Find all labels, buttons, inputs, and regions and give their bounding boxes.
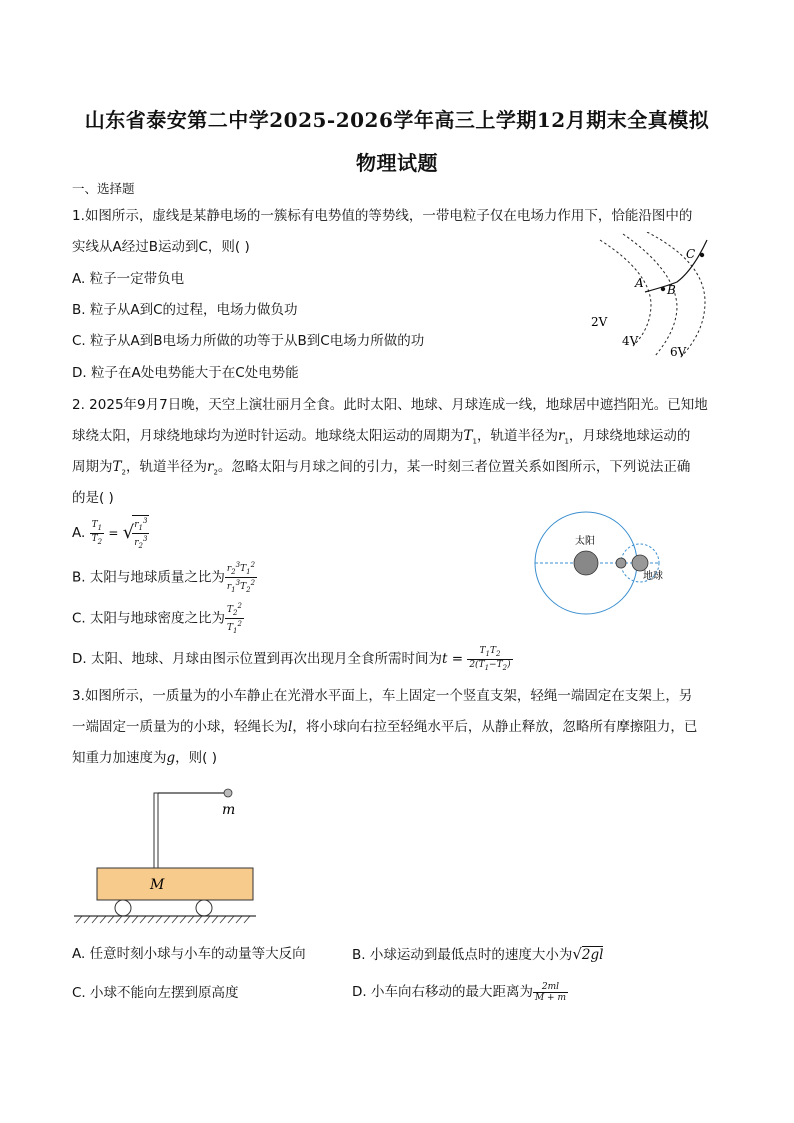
page-title: 山东省泰安第二中学2025-2026学年高三上学期12月期末全真模拟: [84, 108, 710, 132]
label-a: A: [635, 276, 644, 290]
label-c: C: [686, 247, 696, 261]
q2-orbit-figure: [530, 508, 665, 618]
point-c-dot: [700, 253, 704, 257]
ground-hatching: [76, 916, 250, 923]
right-wheel: [196, 900, 212, 916]
point-b-dot: [661, 287, 665, 291]
cart-label: M: [150, 877, 165, 893]
page-subtitle: 物理试题: [356, 151, 438, 175]
ball-label: m: [222, 802, 236, 818]
q1-stem-line2: 实线从A经过B运动到C，则( ): [72, 239, 250, 255]
q3-option-a: A. 任意时刻小球与小车的动量等大反向: [72, 946, 306, 962]
q2-stem-line3: 周期为$T_2$，轨道半径为$r_2$。忽略太阳与月球之间的引力，某一时刻三者位置关系如图所示，下列说法正确: [72, 459, 691, 477]
sun-disc: [574, 551, 598, 575]
left-wheel: [115, 900, 131, 916]
cart-body: [97, 868, 253, 900]
q3-cart-figure: [70, 780, 260, 925]
ball: [224, 789, 232, 797]
q2-stem-line1: 2. 2025年9月7日晚，天空上演壮丽月全食。此时太阳、地球、月球连成一线，地球居中遮挡阳光。已知地: [72, 397, 708, 413]
section-heading: 一、选择题: [72, 181, 135, 196]
earth-label: 地球: [643, 571, 663, 582]
q3-stem-line1: 3.如图所示，一质量为的小车静止在光滑水平面上，车上固定一个竖直支架，轻绳一端固定在支架上，另: [72, 688, 693, 704]
equipotential-line-2v: [600, 240, 651, 346]
equipotential-line-6v: [647, 232, 705, 358]
q3-stem-line2: 一端固定一质量为的小球，轻绳长为l，将小球向右拉至轻绳水平后，从静止释放，忽略所有摩擦阻力，已: [72, 719, 698, 735]
moon-disc: [616, 558, 626, 568]
label-b: B: [667, 283, 676, 297]
particle-trajectory: [645, 240, 707, 292]
q2-option-d: D. 太阳、地球、月球由图示位置到再次出现月全食所需时间为t = $\frac{T_1T_2}{2(T_1-T_2)}$: [72, 645, 511, 672]
label-6v: 6V: [670, 345, 687, 359]
sun-label: 太阳: [575, 536, 595, 547]
q3-option-d: D. 小车向右移动的最大距离为 $\frac{2ml}{M + m}$: [352, 981, 566, 1003]
q3-stem-line3: 知重力加速度为g，则( ): [72, 750, 217, 766]
q1-option-c: C. 粒子从A到B电场力所做的功等于从B到C电场力所做的功: [72, 333, 425, 349]
q3-option-c: C. 小球不能向左摆到原高度: [72, 985, 239, 1001]
support-pole: [154, 793, 158, 868]
q1-stem-line1: 1.如图所示，虚线是某静电场的一簇标有电势值的等势线，一带电粒子仅在电场力作用下，恰能沿图中的: [72, 208, 693, 224]
q2-stem-line2: 球绕太阳，月球绕地球均为逆时针运动。地球绕太阳运动的周期为$T_1$，轨道半径为$r_1$，月球绕地球运动的: [72, 428, 691, 446]
q1-equipotential-figure: [585, 232, 725, 362]
q1-option-d: D. 粒子在A处电势能大于在C处电势能: [72, 365, 299, 381]
q2-stem-line4: 的是( ): [72, 490, 114, 506]
q3-option-b: B. 小球运动到最低点时的速度大小为√2gl: [352, 945, 604, 963]
q1-option-b: B. 粒子从A到C的过程，电场力做负功: [72, 302, 298, 318]
q2-option-a: A. $\frac{T_1}{T_2}$ = √ $\frac{r_1^3}{r_2^3}$: [72, 517, 148, 550]
q2-option-c: C. 太阳与地球密度之比为 $\frac{T_2^2}{T_1^2}$: [72, 602, 242, 635]
q1-option-a: A. 粒子一定带负电: [72, 271, 185, 287]
label-4v: 4V: [622, 334, 639, 348]
label-2v: 2V: [591, 315, 608, 329]
q2-option-b: B. 太阳与地球质量之比为 $\frac{r_2^3T_1^2}{r_1^3T_2^2}$: [72, 561, 256, 594]
earth-disc: [632, 555, 648, 571]
